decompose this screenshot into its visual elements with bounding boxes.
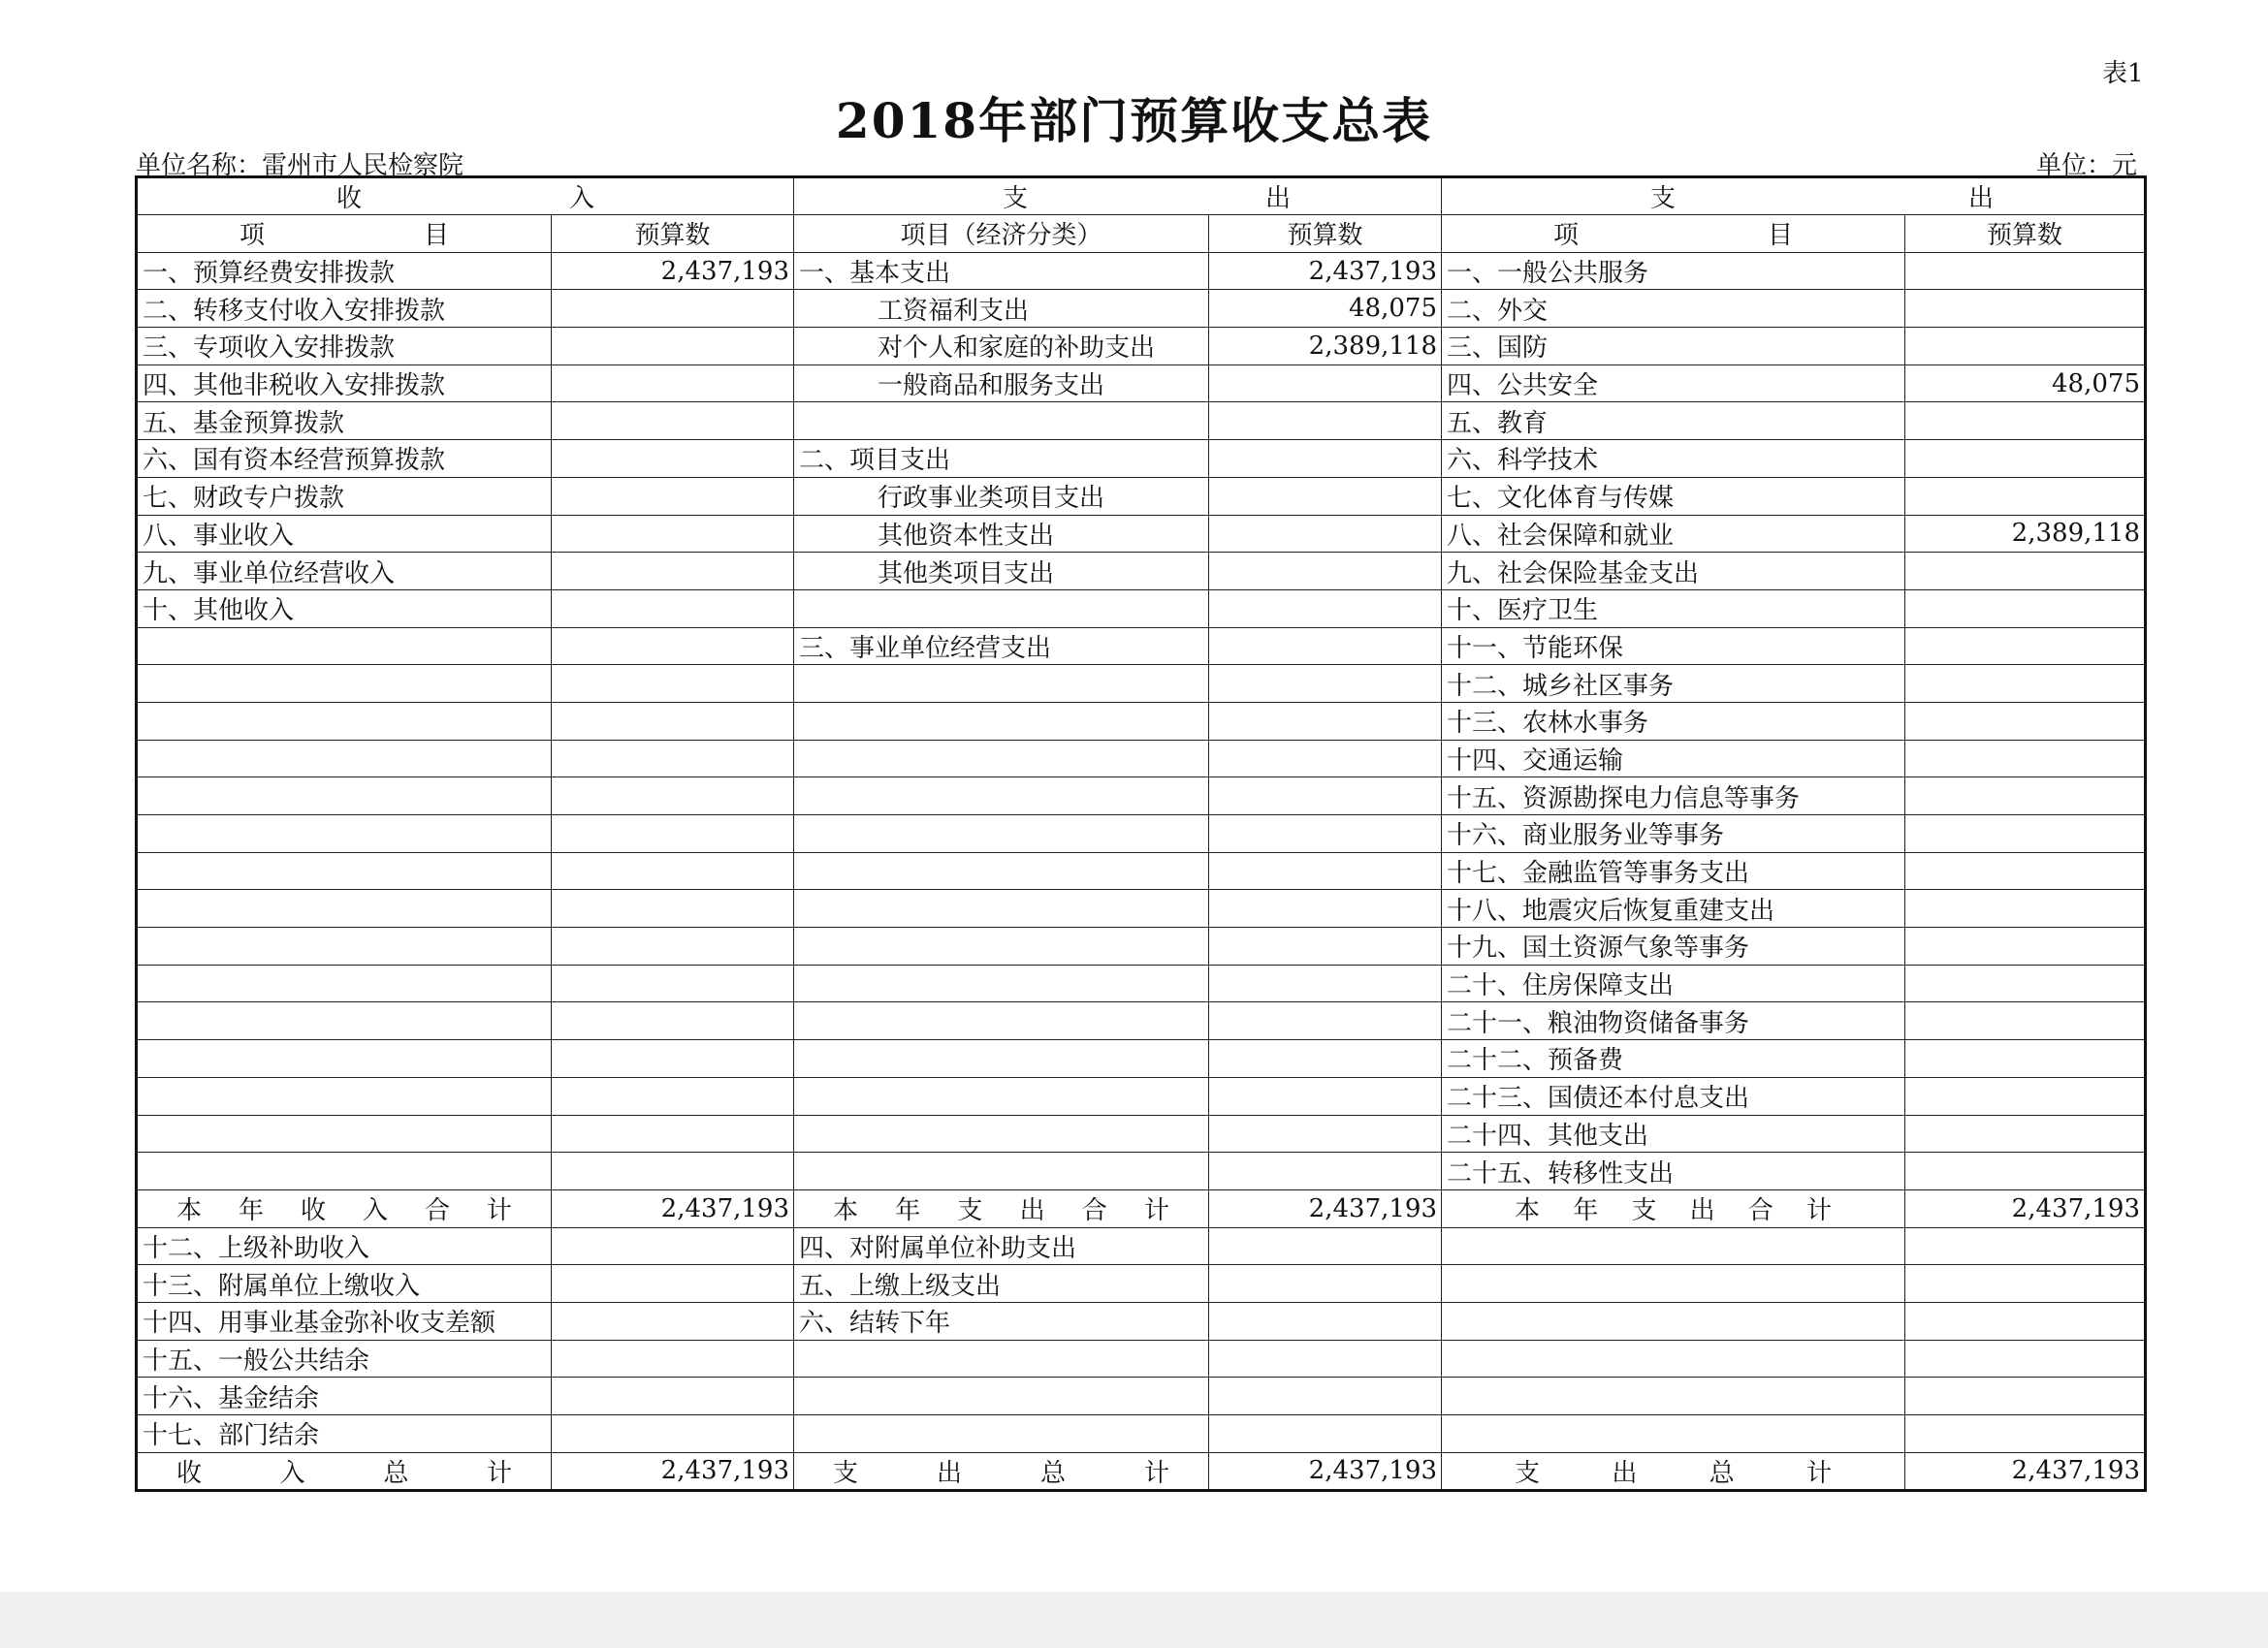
expense-func-item: 十九、国土资源气象等事务 xyxy=(1442,928,1905,966)
expense-econ-amount xyxy=(1209,1115,1442,1153)
expense-func-amount xyxy=(1905,815,2146,853)
expense-econ-amount xyxy=(1209,1378,1442,1415)
table-row xyxy=(137,627,2146,665)
expense-func-amount xyxy=(1905,589,2146,627)
income-item xyxy=(137,1115,552,1153)
income-amount xyxy=(552,1302,794,1340)
expense-econ-item xyxy=(794,890,1209,928)
income-amount xyxy=(552,702,794,740)
expense-func-item: 十七、金融监管等事务支出 xyxy=(1442,852,1905,890)
expense-func-item: 九、社会保险基金支出 xyxy=(1442,553,1905,590)
table-row xyxy=(137,1302,2146,1340)
income-item xyxy=(137,1077,552,1115)
income-amount xyxy=(552,890,794,928)
income-amount: 2,437,193 xyxy=(552,252,794,290)
expense-func-group-header: 支 出 xyxy=(1442,177,2146,215)
income-year-total-amount: 2,437,193 xyxy=(552,1189,794,1227)
income-amount xyxy=(552,1115,794,1153)
expense-econ-amount xyxy=(1209,890,1442,928)
page-title: 2018年部门预算收支总表 xyxy=(835,92,1433,149)
table-number: 表1 xyxy=(2102,59,2144,88)
expense-econ-amount xyxy=(1209,1415,1442,1453)
expense-econ-amount xyxy=(1209,852,1442,890)
income-year-total-label: 本 年 收 入 合 计 xyxy=(137,1189,552,1227)
table-row xyxy=(137,702,2146,740)
expense-econ-grand-total-amount: 2,437,193 xyxy=(1209,1452,1442,1490)
expense-econ-amount xyxy=(1209,815,1442,853)
expense-econ-item xyxy=(794,965,1209,1002)
table-row xyxy=(137,1077,2146,1115)
expense-func-amount xyxy=(1905,440,2146,478)
expense-func-item: 二十五、转移性支出 xyxy=(1442,1153,1905,1190)
income-item: 十三、附属单位上缴收入 xyxy=(137,1265,552,1303)
expense-econ-amount xyxy=(1209,1077,1442,1115)
expense-func-item: 八、社会保障和就业 xyxy=(1442,515,1905,553)
expense-econ-amount: 2,389,118 xyxy=(1209,328,1442,365)
table-row xyxy=(137,328,2146,365)
expense-econ-item: 二、项目支出 xyxy=(794,440,1209,478)
expense-econ-amount xyxy=(1209,627,1442,665)
expense-func-item: 十八、地震灾后恢复重建支出 xyxy=(1442,890,1905,928)
income-amount xyxy=(552,1415,794,1453)
expense-func-amount xyxy=(1905,702,2146,740)
expense-func-item: 六、科学技术 xyxy=(1442,440,1905,478)
expense-func-amount: 48,075 xyxy=(1905,364,2146,402)
income-item xyxy=(137,815,552,853)
expense-func-item: 十二、城乡社区事务 xyxy=(1442,665,1905,703)
income-amount xyxy=(552,852,794,890)
expense-func-item xyxy=(1442,1302,1905,1340)
expense-econ-amount xyxy=(1209,1153,1442,1190)
expense-func-item: 二十三、国债还本付息支出 xyxy=(1442,1077,1905,1115)
budget-table xyxy=(135,175,2147,1492)
table-row xyxy=(137,1002,2146,1040)
expense-econ-amount xyxy=(1209,1002,1442,1040)
expense-func-amount xyxy=(1905,553,2146,590)
expense-func-amount xyxy=(1905,852,2146,890)
income-item xyxy=(137,665,552,703)
income-item: 十四、用事业基金弥补收支差额 xyxy=(137,1302,552,1340)
expense-func-item xyxy=(1442,1265,1905,1303)
income-grand-total-amount: 2,437,193 xyxy=(552,1452,794,1490)
table-row xyxy=(137,1040,2146,1078)
expense-econ-year-total-label: 本 年 支 出 合 计 xyxy=(794,1189,1209,1227)
table-row xyxy=(137,965,2146,1002)
table-row xyxy=(137,740,2146,777)
expense-econ-amount: 2,437,193 xyxy=(1209,252,1442,290)
expense-econ-amount xyxy=(1209,553,1442,590)
expense-func-item: 十六、商业服务业等事务 xyxy=(1442,815,1905,853)
income-item xyxy=(137,890,552,928)
income-amount xyxy=(552,1153,794,1190)
column-header-row xyxy=(137,215,2146,253)
income-item: 十二、上级补助收入 xyxy=(137,1227,552,1265)
income-item xyxy=(137,627,552,665)
table-row xyxy=(137,1378,2146,1415)
table-row xyxy=(137,402,2146,440)
income-amount xyxy=(552,740,794,777)
income-amount xyxy=(552,627,794,665)
income-item xyxy=(137,965,552,1002)
expense-func-amount xyxy=(1905,665,2146,703)
expense-func-item: 十三、农林水事务 xyxy=(1442,702,1905,740)
expense-func-item: 二十二、预备费 xyxy=(1442,1040,1905,1078)
expense-func-amount xyxy=(1905,1077,2146,1115)
expense-econ-amount xyxy=(1209,1340,1442,1378)
income-amount xyxy=(552,477,794,515)
expense-econ-amount xyxy=(1209,1040,1442,1078)
expense-econ-item-header: 项目（经济分类） xyxy=(794,215,1209,253)
expense-econ-amount xyxy=(1209,440,1442,478)
expense-econ-amount xyxy=(1209,402,1442,440)
expense-func-amount xyxy=(1905,1115,2146,1153)
expense-econ-amount xyxy=(1209,1265,1442,1303)
expense-econ-grand-total-label: 支 出 总 计 xyxy=(794,1452,1209,1490)
expense-econ-item xyxy=(794,1153,1209,1190)
expense-econ-amount xyxy=(1209,477,1442,515)
income-item xyxy=(137,1040,552,1078)
table-row xyxy=(137,1340,2146,1378)
expense-func-grand-total-label: 支 出 总 计 xyxy=(1442,1452,1905,1490)
expense-func-item xyxy=(1442,1415,1905,1453)
table-row xyxy=(137,852,2146,890)
expense-econ-year-total-amount: 2,437,193 xyxy=(1209,1189,1442,1227)
expense-func-amount xyxy=(1905,328,2146,365)
expense-econ-item xyxy=(794,402,1209,440)
expense-econ-item: 行政事业类项目支出 xyxy=(794,477,1209,515)
expense-func-item-header: 项 目 xyxy=(1442,215,1905,253)
expense-econ-item xyxy=(794,1077,1209,1115)
expense-econ-amount xyxy=(1209,515,1442,553)
expense-func-year-total-amount: 2,437,193 xyxy=(1905,1189,2146,1227)
expense-func-item xyxy=(1442,1227,1905,1265)
table-row xyxy=(137,665,2146,703)
expense-func-amount xyxy=(1905,1415,2146,1453)
income-item: 十六、基金结余 xyxy=(137,1378,552,1415)
table-row xyxy=(137,515,2146,553)
expense-econ-amount xyxy=(1209,777,1442,815)
expense-func-item: 三、国防 xyxy=(1442,328,1905,365)
expense-econ-amount xyxy=(1209,665,1442,703)
scan-edge xyxy=(0,1592,2268,1648)
expense-func-amount xyxy=(1905,777,2146,815)
expense-econ-group-header: 支 出 xyxy=(794,177,1442,215)
expense-econ-item xyxy=(794,1415,1209,1453)
income-amount xyxy=(552,815,794,853)
income-item xyxy=(137,702,552,740)
expense-func-item: 十四、交通运输 xyxy=(1442,740,1905,777)
income-item: 九、事业单位经营收入 xyxy=(137,553,552,590)
income-item: 五、基金预算拨款 xyxy=(137,402,552,440)
expense-func-grand-total-amount: 2,437,193 xyxy=(1905,1452,2146,1490)
income-amount xyxy=(552,553,794,590)
table-row xyxy=(137,553,2146,590)
expense-econ-item xyxy=(794,1115,1209,1153)
expense-func-amount xyxy=(1905,1378,2146,1415)
expense-econ-amount xyxy=(1209,702,1442,740)
expense-func-item: 四、公共安全 xyxy=(1442,364,1905,402)
expense-econ-amount xyxy=(1209,1227,1442,1265)
income-amount xyxy=(552,1040,794,1078)
income-item-header: 项 目 xyxy=(137,215,552,253)
expense-func-amount xyxy=(1905,402,2146,440)
expense-func-amount xyxy=(1905,627,2146,665)
expense-econ-item xyxy=(794,589,1209,627)
table-row xyxy=(137,1153,2146,1190)
unit-name: 单位名称：雷州市人民检察院 xyxy=(136,151,464,180)
table-row xyxy=(137,815,2146,853)
income-amount xyxy=(552,1378,794,1415)
income-item xyxy=(137,1002,552,1040)
currency-unit: 单位：元 xyxy=(2036,151,2138,180)
income-item: 四、其他非税收入安排拨款 xyxy=(137,364,552,402)
expense-econ-item: 其他类项目支出 xyxy=(794,553,1209,590)
expense-func-item: 二十四、其他支出 xyxy=(1442,1115,1905,1153)
income-amount xyxy=(552,928,794,966)
expense-func-amount xyxy=(1905,1265,2146,1303)
expense-econ-item: 一、基本支出 xyxy=(794,252,1209,290)
expense-func-item: 十五、资源勘探电力信息等事务 xyxy=(1442,777,1905,815)
table-row xyxy=(137,440,2146,478)
income-item: 一、预算经费安排拨款 xyxy=(137,252,552,290)
expense-econ-item: 工资福利支出 xyxy=(794,290,1209,328)
income-item: 十五、一般公共结余 xyxy=(137,1340,552,1378)
income-item: 十、其他收入 xyxy=(137,589,552,627)
income-amount xyxy=(552,1265,794,1303)
income-amount xyxy=(552,777,794,815)
expense-econ-item xyxy=(794,1378,1209,1415)
expense-func-amount xyxy=(1905,965,2146,1002)
income-amount xyxy=(552,440,794,478)
income-amount xyxy=(552,665,794,703)
expense-func-item xyxy=(1442,1378,1905,1415)
expense-econ-item xyxy=(794,928,1209,966)
expense-econ-amount xyxy=(1209,589,1442,627)
income-item xyxy=(137,777,552,815)
income-amount xyxy=(552,1077,794,1115)
expense-econ-item xyxy=(794,777,1209,815)
year-total-row xyxy=(137,1189,2146,1227)
table-row xyxy=(137,290,2146,328)
income-group-header: 收 入 xyxy=(137,177,794,215)
income-amount xyxy=(552,1340,794,1378)
expense-econ-item xyxy=(794,815,1209,853)
table-row xyxy=(137,364,2146,402)
income-amount xyxy=(552,965,794,1002)
income-grand-total-label: 收 入 总 计 xyxy=(137,1452,552,1490)
expense-econ-item xyxy=(794,665,1209,703)
expense-func-amount xyxy=(1905,477,2146,515)
expense-func-item: 五、教育 xyxy=(1442,402,1905,440)
expense-econ-item: 其他资本性支出 xyxy=(794,515,1209,553)
table-row xyxy=(137,1265,2146,1303)
income-amount xyxy=(552,589,794,627)
income-amount xyxy=(552,364,794,402)
expense-econ-amount: 48,075 xyxy=(1209,290,1442,328)
income-item xyxy=(137,928,552,966)
income-amount xyxy=(552,328,794,365)
income-item: 七、财政专户拨款 xyxy=(137,477,552,515)
expense-func-amount xyxy=(1905,1340,2146,1378)
expense-econ-item: 对个人和家庭的补助支出 xyxy=(794,328,1209,365)
expense-econ-item: 六、结转下年 xyxy=(794,1302,1209,1340)
expense-econ-item: 五、上缴上级支出 xyxy=(794,1265,1209,1303)
expense-func-amount xyxy=(1905,928,2146,966)
expense-econ-item xyxy=(794,740,1209,777)
expense-econ-amount xyxy=(1209,740,1442,777)
income-amount xyxy=(552,1227,794,1265)
expense-econ-amount xyxy=(1209,965,1442,1002)
income-item xyxy=(137,1153,552,1190)
expense-econ-amount xyxy=(1209,364,1442,402)
table-row xyxy=(137,1227,2146,1265)
expense-econ-amount xyxy=(1209,928,1442,966)
expense-econ-item: 三、事业单位经营支出 xyxy=(794,627,1209,665)
expense-func-item: 十一、节能环保 xyxy=(1442,627,1905,665)
expense-func-amount xyxy=(1905,1040,2146,1078)
income-amount xyxy=(552,290,794,328)
expense-func-amount xyxy=(1905,740,2146,777)
income-amount xyxy=(552,515,794,553)
expense-func-item: 二十、住房保障支出 xyxy=(1442,965,1905,1002)
expense-func-amount xyxy=(1905,1302,2146,1340)
income-amount xyxy=(552,402,794,440)
group-header-row xyxy=(137,177,2146,215)
table-row xyxy=(137,928,2146,966)
expense-econ-item: 四、对附属单位补助支出 xyxy=(794,1227,1209,1265)
income-amount-header: 预算数 xyxy=(552,215,794,253)
expense-func-item: 二十一、粮油物资储备事务 xyxy=(1442,1002,1905,1040)
table-row xyxy=(137,1415,2146,1453)
table-row xyxy=(137,252,2146,290)
income-item: 二、转移支付收入安排拨款 xyxy=(137,290,552,328)
table-row xyxy=(137,890,2146,928)
expense-func-item: 十、医疗卫生 xyxy=(1442,589,1905,627)
income-item: 十七、部门结余 xyxy=(137,1415,552,1453)
income-item: 六、国有资本经营预算拨款 xyxy=(137,440,552,478)
income-item xyxy=(137,852,552,890)
expense-func-item: 一、一般公共服务 xyxy=(1442,252,1905,290)
expense-econ-item xyxy=(794,1340,1209,1378)
expense-func-amount xyxy=(1905,890,2146,928)
expense-func-amount xyxy=(1905,1002,2146,1040)
expense-func-item xyxy=(1442,1340,1905,1378)
expense-econ-item xyxy=(794,1040,1209,1078)
expense-func-amount: 2,389,118 xyxy=(1905,515,2146,553)
expense-func-amount xyxy=(1905,1227,2146,1265)
table-row xyxy=(137,777,2146,815)
grand-total-row xyxy=(137,1452,2146,1490)
expense-func-item: 二、外交 xyxy=(1442,290,1905,328)
expense-econ-item: 一般商品和服务支出 xyxy=(794,364,1209,402)
expense-econ-item xyxy=(794,852,1209,890)
income-item xyxy=(137,740,552,777)
expense-econ-amount-header: 预算数 xyxy=(1209,215,1442,253)
expense-func-year-total-label: 本 年 支 出 合 计 xyxy=(1442,1189,1905,1227)
income-item: 三、专项收入安排拨款 xyxy=(137,328,552,365)
expense-func-amount xyxy=(1905,1153,2146,1190)
income-amount xyxy=(552,1002,794,1040)
expense-econ-item xyxy=(794,1002,1209,1040)
income-item: 八、事业收入 xyxy=(137,515,552,553)
table-row xyxy=(137,1115,2146,1153)
expense-func-amount xyxy=(1905,252,2146,290)
expense-econ-amount xyxy=(1209,1302,1442,1340)
table-row xyxy=(137,477,2146,515)
expense-func-item: 七、文化体育与传媒 xyxy=(1442,477,1905,515)
table-row xyxy=(137,589,2146,627)
expense-func-amount-header: 预算数 xyxy=(1905,215,2146,253)
expense-func-amount xyxy=(1905,290,2146,328)
expense-econ-item xyxy=(794,702,1209,740)
